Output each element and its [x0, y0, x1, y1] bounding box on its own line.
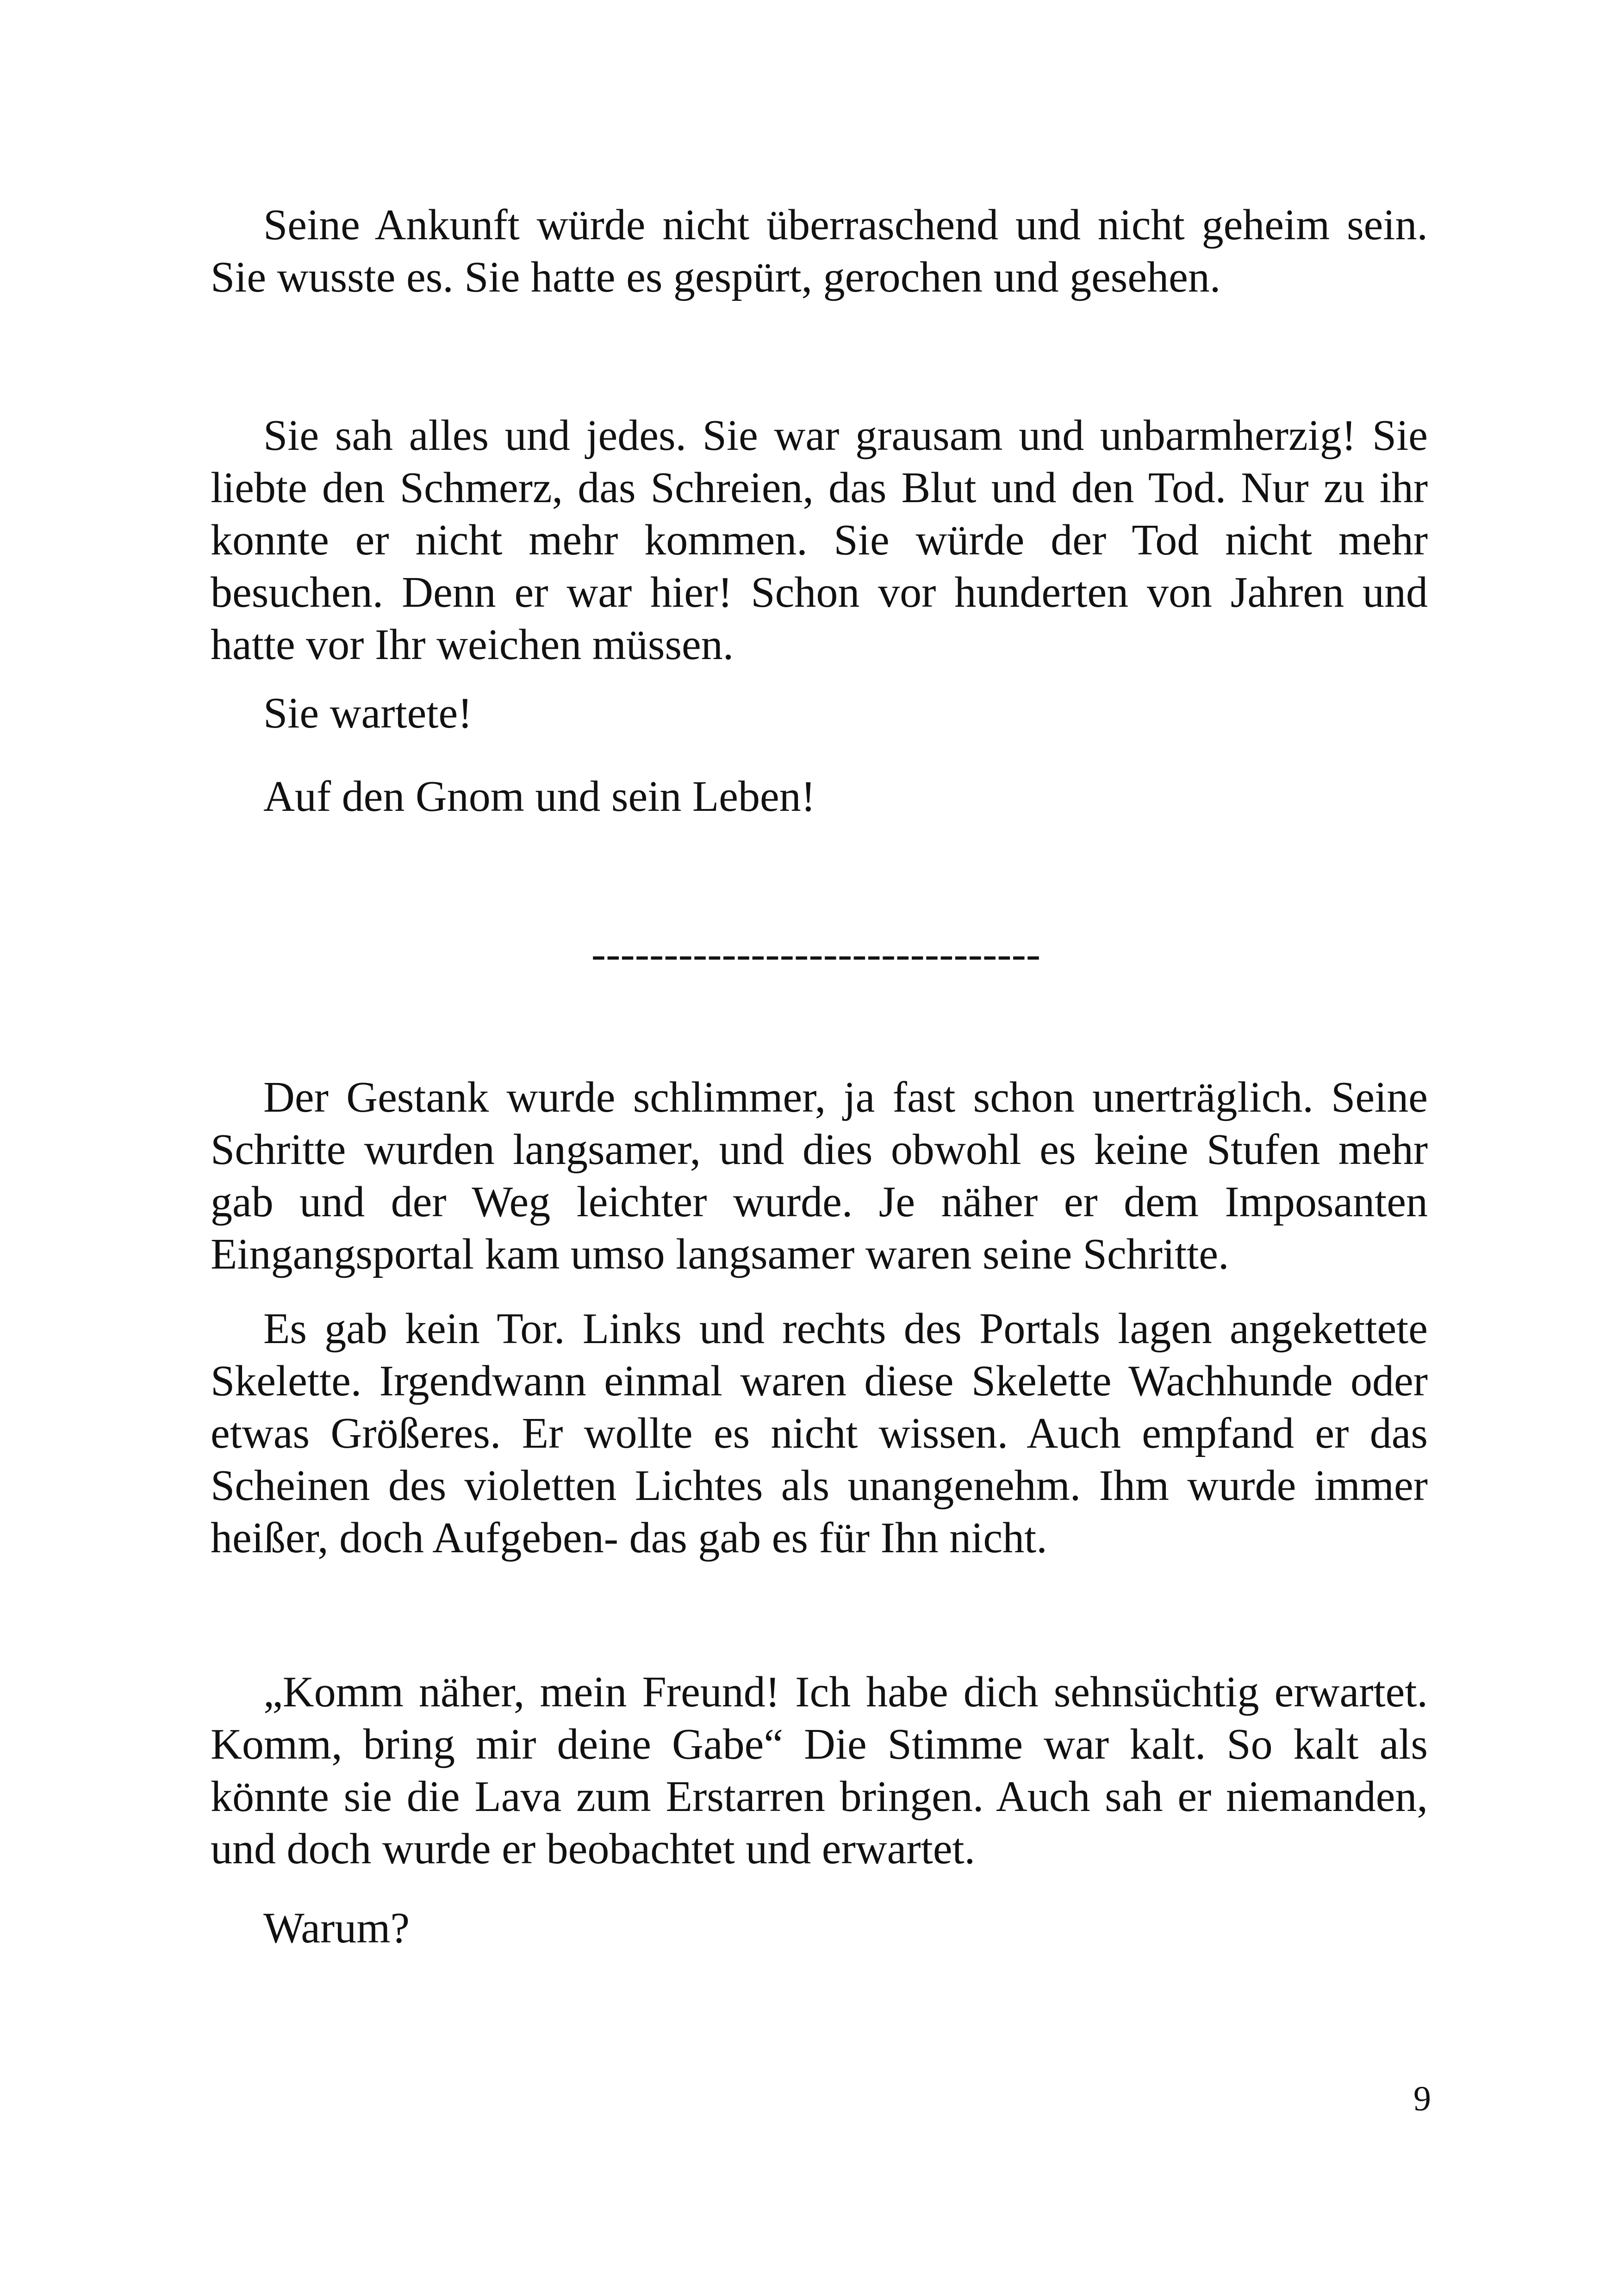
paragraph-block-8 — [211, 1902, 1428, 1954]
paragraph-voice: „Komm näher, mein Freund! Ich habe dich sehnsüchtig erwartet. Komm, bring mir deine Gabe“ Die Stimme war kalt. So kalt als könnte sie die Lava zum Erstarren bringen. Auch sah er niemanden, und doch wurde er beobachtet und erwartet. — [211, 1668, 1428, 1873]
paragraph-block-7 — [211, 1666, 1428, 1875]
paragraph-why: Warum? — [263, 1904, 410, 1952]
paragraph-stench: Der Gestank wurde schlimmer, ja fast schon unerträglich. Seine Schritte wurden langsamer, und dies obwohl es keine Stufen mehr gab und der Weg leichter wurde. Je näher er dem Imposanten Eingangsportal kam umso langsamer waren seine Schritte. — [211, 1073, 1428, 1278]
paragraph-gnome-life: Auf den Gnom und sein Leben! — [263, 772, 815, 821]
paragraph-she-saw-all: Sie sah alles und jedes. Sie war grausam und unbarmherzig! Sie liebte den Schmerz, das Schreien, das Blut und den Tod. Nur zu ihr konnte er nicht mehr kommen. Sie würde der Tod nicht mehr besuchen. Denn er war hier! Schon vor hunderten von Jahren und hatte vor Ihr weichen müssen. — [211, 411, 1428, 669]
paragraph-she-waited: Sie wartete! — [263, 689, 473, 737]
paragraph-block-3 — [211, 687, 1428, 740]
page-number: 9 — [1413, 2079, 1431, 2118]
paragraph-arrival: Seine Ankunft würde nicht überraschend und nicht geheim sein. Sie wusste es. Sie hatte es gespürt, gerochen und gesehen. — [211, 201, 1428, 301]
paragraph-block-6 — [211, 1303, 1428, 1564]
paragraph-block-4 — [211, 771, 1428, 823]
paragraph-block-5 — [211, 1071, 1428, 1281]
paragraph-no-gate: Es gab kein Tor. Links und rechts des Portals lagen angekettete Skelette. Irgendwann einmal waren diese Skelette Wachhunde oder etwas Größeres. Er wollte es nicht wissen. Auch empfand er das Scheinen des violetten Lichtes als unangenehm. Ihm wurde immer heißer, doch Aufgeben- das gab es für Ihn nicht. — [211, 1305, 1428, 1562]
paragraph-block-1 — [211, 199, 1428, 304]
paragraph-block-2 — [211, 410, 1428, 671]
scene-separator: ------------------------------- — [591, 930, 1041, 978]
